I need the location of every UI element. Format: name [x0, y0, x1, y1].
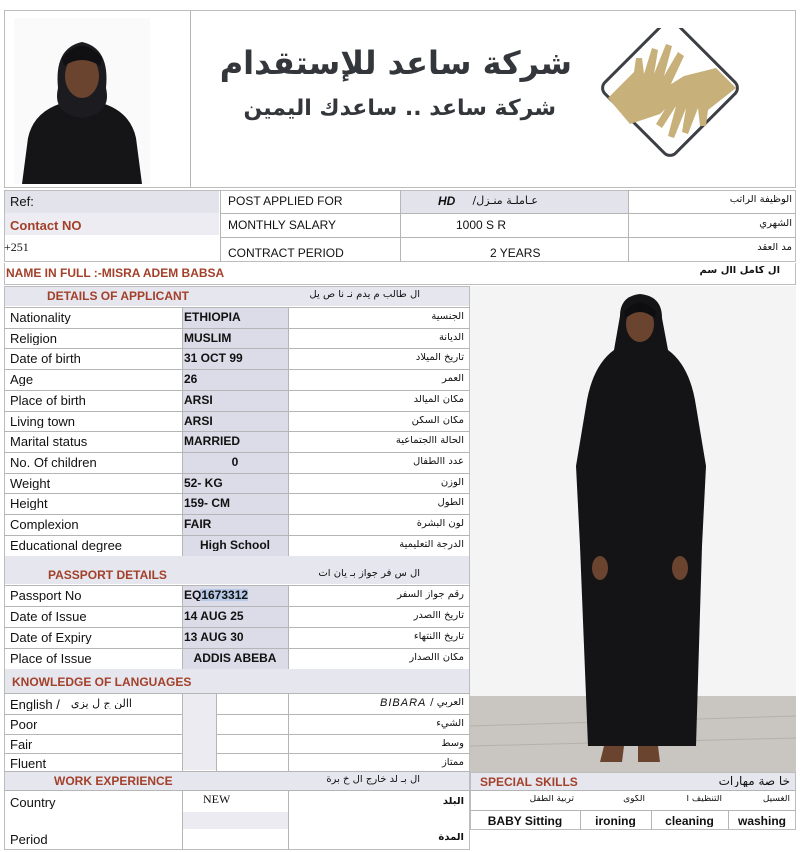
- applicant-photo-small: [14, 18, 150, 184]
- detail-label: Height: [10, 497, 48, 510]
- detail-value: 0: [231, 456, 239, 468]
- post-value-ar: عـاملـة منـزل/: [472, 195, 538, 206]
- full-name-ar: ال كامل اال سم: [699, 266, 780, 276]
- post-value-code: HD: [438, 195, 456, 207]
- detail-label-ar: العمر: [442, 374, 464, 384]
- detail-label: Date of birth: [10, 352, 81, 365]
- detail-label: Age: [10, 373, 34, 386]
- english-label: English /: [10, 698, 60, 711]
- arabic-code: BIBARA: [380, 698, 427, 709]
- detail-label-ar: الطول: [437, 498, 464, 508]
- contract-value: 2 YEARS: [490, 247, 541, 259]
- skill-label-ar: التنظيف ا: [686, 795, 722, 804]
- skill-label: cleaning: [665, 815, 714, 827]
- detail-label-ar: الديانة: [438, 333, 464, 343]
- details-title-ar: ال طالب م يدم نـ نا ص يل: [309, 290, 420, 300]
- details-title: DETAILS OF APPLICANT: [47, 290, 189, 302]
- passport-value: 14 AUG 25: [184, 610, 244, 622]
- detail-label: Marital status: [10, 435, 88, 448]
- passport-value: EQ1673312: [184, 589, 249, 601]
- salary-label-ar: الشهري: [759, 219, 792, 229]
- applicant-photo-full: [470, 286, 796, 772]
- passport-value: 13 AUG 30: [184, 631, 244, 643]
- col-divider: [182, 307, 183, 556]
- detail-value: FAIR: [184, 518, 212, 530]
- passport-title-ar: ال س فر جواز بـ يان ات: [318, 569, 420, 579]
- language-level-ar: الشيء: [436, 719, 464, 729]
- detail-label-ar: مكان الميالد: [413, 395, 464, 405]
- detail-value: High School: [200, 539, 270, 551]
- passport-value: ADDIS ABEBA: [193, 652, 277, 664]
- work-title: WORK EXPERIENCE: [54, 775, 173, 787]
- phone-value: +251: [4, 241, 29, 253]
- full-name: NAME IN FULL :-MISRA ADEM BABSA: [6, 267, 225, 279]
- skill-label-ar: الكوى: [623, 795, 645, 804]
- detail-label-ar: الدرجة التعليمية: [399, 540, 464, 550]
- detail-label: Religion: [10, 332, 57, 345]
- detail-label: Educational degree: [10, 539, 123, 552]
- detail-label: Weight: [10, 477, 51, 490]
- skill-label: BABY Sitting: [487, 815, 563, 827]
- passport-label: Date of Issue: [10, 610, 87, 623]
- col-divider: [288, 585, 289, 669]
- detail-value: 159- CM: [184, 497, 231, 509]
- detail-label-ar: تاريخ الميلاد: [415, 353, 464, 363]
- skills-title: SPECIAL SKILLS: [480, 776, 578, 788]
- detail-label-ar: عدد االطفال: [412, 457, 464, 467]
- detail-label-ar: الجنسية: [431, 312, 464, 322]
- detail-label: No. Of children: [10, 456, 97, 469]
- skill-label: washing: [737, 815, 786, 827]
- value-bg: [182, 370, 288, 390]
- passport-label: Passport No: [10, 589, 82, 602]
- detail-value: MUSLIM: [184, 332, 232, 344]
- passport-label-ar: رقم جواز السفر: [397, 590, 464, 600]
- passport-label: Place of Issue: [10, 652, 92, 665]
- detail-label: Nationality: [10, 311, 71, 324]
- passport-label-ar: مكان االصدار: [409, 653, 464, 663]
- passport-label-ar: تاريخ االصدر: [413, 611, 464, 621]
- country-value: NEW: [203, 793, 231, 805]
- skill-label: ironing: [595, 815, 636, 827]
- period-label: Period: [10, 833, 48, 846]
- detail-label: Place of birth: [10, 394, 86, 407]
- contract-label-ar: مد العقد: [757, 243, 792, 253]
- row-divider: [4, 734, 470, 735]
- skill-label-ar: تربية الطفل: [529, 795, 574, 804]
- col-divider: [182, 585, 183, 669]
- passport-title: PASSPORT DETAILS: [48, 569, 167, 581]
- company-slogan: شركة ساعد .. ساعدك اليمين: [243, 96, 556, 121]
- country-label-ar: البلد: [442, 797, 464, 807]
- detail-label: Complexion: [10, 518, 79, 531]
- contact-label: Contact NO: [10, 219, 82, 232]
- english-label-ar: االن ج ل يزي: [70, 698, 132, 709]
- salary-label: MONTHLY SALARY: [228, 219, 337, 231]
- detail-label-ar: الحالة االجتماعية: [395, 436, 464, 446]
- detail-label: Living town: [10, 415, 76, 428]
- language-level-label: Poor: [10, 718, 38, 731]
- passport-label: Date of Expiry: [10, 631, 92, 644]
- detail-value: 52- KG: [184, 477, 223, 489]
- ref-label: Ref:: [10, 195, 34, 208]
- language-level-label: Fluent: [10, 757, 47, 770]
- detail-value: MARRIED: [184, 435, 240, 447]
- detail-label-ar: مكان السكن: [411, 416, 464, 426]
- period-label-ar: المدة: [438, 833, 464, 843]
- arabic-label-ar: العربي /: [430, 698, 464, 708]
- post-label: POST APPLIED FOR: [228, 195, 343, 207]
- col-divider: [288, 307, 289, 556]
- detail-value: ETHIOPIA: [184, 311, 241, 323]
- skill-label-ar: الغسيل: [762, 795, 790, 804]
- work-title-ar: ال بـ لد خارج ال خ برة: [326, 775, 420, 785]
- contract-label: CONTRACT PERIOD: [228, 247, 344, 259]
- skills-title-ar: خا صة مهارات: [718, 775, 790, 787]
- detail-label-ar: الوزن: [440, 478, 464, 488]
- passport-label-ar: تاريخ االنتهاء: [413, 632, 464, 642]
- language-level-label: Fair: [10, 738, 33, 751]
- language-level-ar: وسط: [441, 739, 464, 749]
- language-level-ar: ممتاز: [441, 758, 464, 768]
- company-name: شركة ساعد للإستقدام: [219, 44, 572, 82]
- detail-value: ARSI: [184, 415, 213, 427]
- detail-label-ar: لون البشرة: [416, 519, 464, 529]
- salary-value: 1000 S R: [456, 219, 507, 231]
- country-label: Country: [10, 796, 56, 809]
- detail-value: 31 OCT 99: [184, 352, 243, 364]
- post-label-ar: الوظيفة الراتب: [729, 195, 792, 205]
- languages-title: KNOWLEDGE OF LANGUAGES: [12, 676, 192, 688]
- row-divider: [4, 753, 470, 754]
- detail-value: ARSI: [184, 394, 213, 406]
- hands-logo-icon: [590, 28, 750, 176]
- detail-value: 26: [184, 373, 198, 385]
- row-divider: [4, 714, 470, 715]
